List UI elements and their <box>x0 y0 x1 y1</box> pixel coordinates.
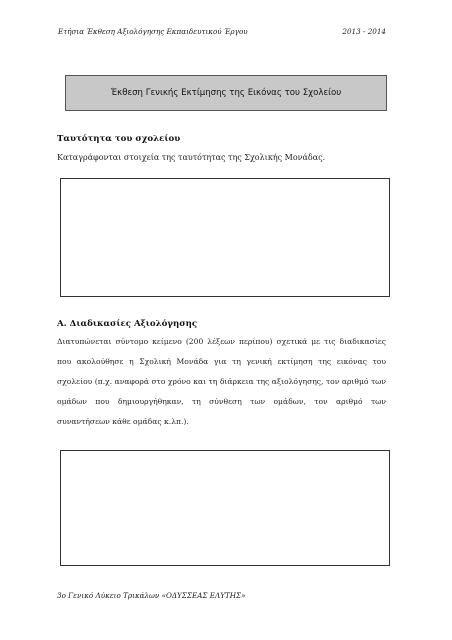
running-header <box>58 26 386 38</box>
running-footer: 3ο Γενικό Λύκειο Τρικάλων «ΟΔΥΣΣΕΑΣ ΕΛΥΤΗΣ» <box>57 591 246 600</box>
identity-section-heading: Ταυτότητα του σχολείου <box>57 134 181 144</box>
identity-answer-box[interactable] <box>60 178 390 297</box>
header-school-year: 2013 - 2014 <box>342 27 386 36</box>
procedures-section-heading: Α. Διαδικασίες Αξιολόγησης <box>57 319 198 329</box>
procedures-section-paragraph: Διατυπώνεται σύντομο κείμενο (200 λέξεων περίπου) σχετικά με τις διαδικασίες που ακολούθησε η Σχολική Μονάδα για τη γενική εκτίμηση της εικόνας του σχολείου (π.χ. αναφορά στο χρόνο και τη διάρκεια της αξιολόγησης, τον αριθμό των ομάδων που δημιουργήθηκαν, τη σύνθεση των ομάδων, τον αριθμό των συναντήσεων κάθε ομάδας κ.λπ.). <box>57 337 386 426</box>
procedures-answer-box[interactable] <box>60 450 390 566</box>
report-title: Έκθεση Γενικής Εκτίμησης της Εικόνας του Σχολείου <box>110 88 342 98</box>
report-title-box <box>65 75 387 111</box>
header-document-title: Ετήσια Έκθεση Αξιολόγησης Εκπαιδευτικού Έργου <box>58 27 248 36</box>
identity-section-description: Καταγράφονται στοιχεία της ταυτότητας της Σχολικής Μονάδας. <box>57 153 326 162</box>
